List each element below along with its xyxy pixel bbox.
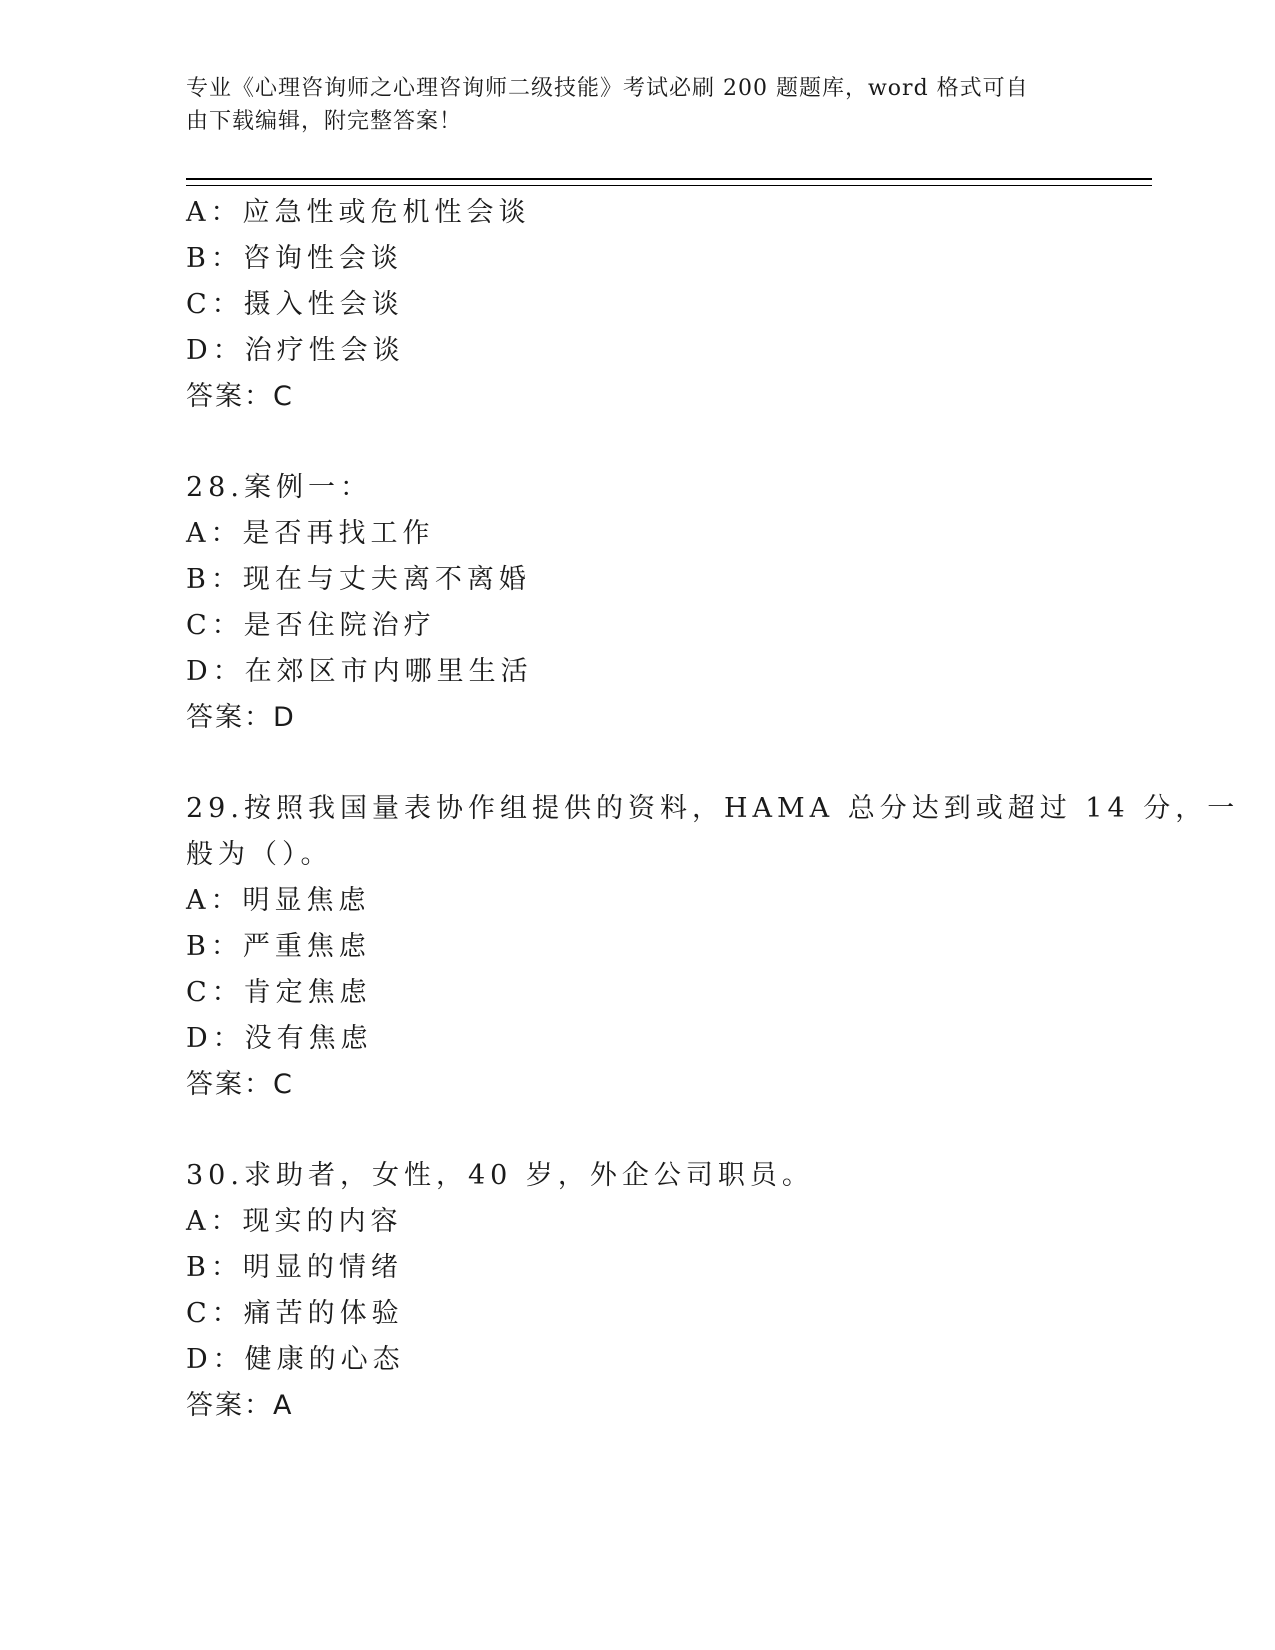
option-c: C：是否住院治疗 bbox=[186, 610, 436, 641]
question-stem: 28.案例一： bbox=[186, 472, 372, 503]
question-stem: 30.求助者，女性，40 岁，外企公司职员。 bbox=[186, 1160, 814, 1191]
header-line-2: 由下载编辑，附完整答案！ bbox=[186, 109, 463, 134]
option-a: A：是否再找工作 bbox=[186, 518, 435, 549]
question-28 bbox=[186, 465, 1086, 741]
header-divider-thick bbox=[186, 178, 1152, 180]
header-line-1: 专业《心理咨询师之心理咨询师二级技能》考试必刷 200 题题库，word 格式可自 bbox=[186, 76, 1029, 101]
option-a: A：现实的内容 bbox=[186, 1206, 403, 1237]
option-b: B：明显的情绪 bbox=[186, 1252, 403, 1283]
option-c: C：痛苦的体验 bbox=[186, 1298, 404, 1329]
option-b: B：严重焦虑 bbox=[186, 931, 371, 962]
answer: 答案：A bbox=[186, 1390, 294, 1421]
question-29 bbox=[186, 786, 1240, 1108]
option-a: A：应急性或危机性会谈 bbox=[186, 197, 531, 228]
option-b: B：现在与丈夫离不离婚 bbox=[186, 564, 531, 595]
question-stem: 29.按照我国量表协作组提供的资料，HAMA 总分达到或超过 14 分，一 bbox=[186, 793, 1240, 824]
option-a: A：明显焦虑 bbox=[186, 885, 371, 916]
question-30 bbox=[186, 1153, 1086, 1429]
question-list bbox=[186, 190, 1240, 1429]
question-27 bbox=[186, 190, 1086, 420]
answer: 答案：C bbox=[186, 1069, 294, 1100]
answer: 答案：D bbox=[186, 702, 296, 733]
option-c: C：摄入性会谈 bbox=[186, 289, 404, 320]
option-d: D：健康的心态 bbox=[186, 1344, 405, 1375]
option-c: C：肯定焦虑 bbox=[186, 977, 372, 1008]
header-divider-thin bbox=[186, 185, 1152, 186]
option-d: D：在郊区市内哪里生活 bbox=[186, 656, 533, 687]
option-d: D：治疗性会谈 bbox=[186, 335, 405, 366]
option-d: D：没有焦虑 bbox=[186, 1023, 373, 1054]
document-header bbox=[186, 72, 1066, 138]
option-b: B：咨询性会谈 bbox=[186, 243, 403, 274]
question-stem-continued: 般为（）。 bbox=[186, 839, 333, 870]
answer: 答案：C bbox=[186, 381, 294, 412]
